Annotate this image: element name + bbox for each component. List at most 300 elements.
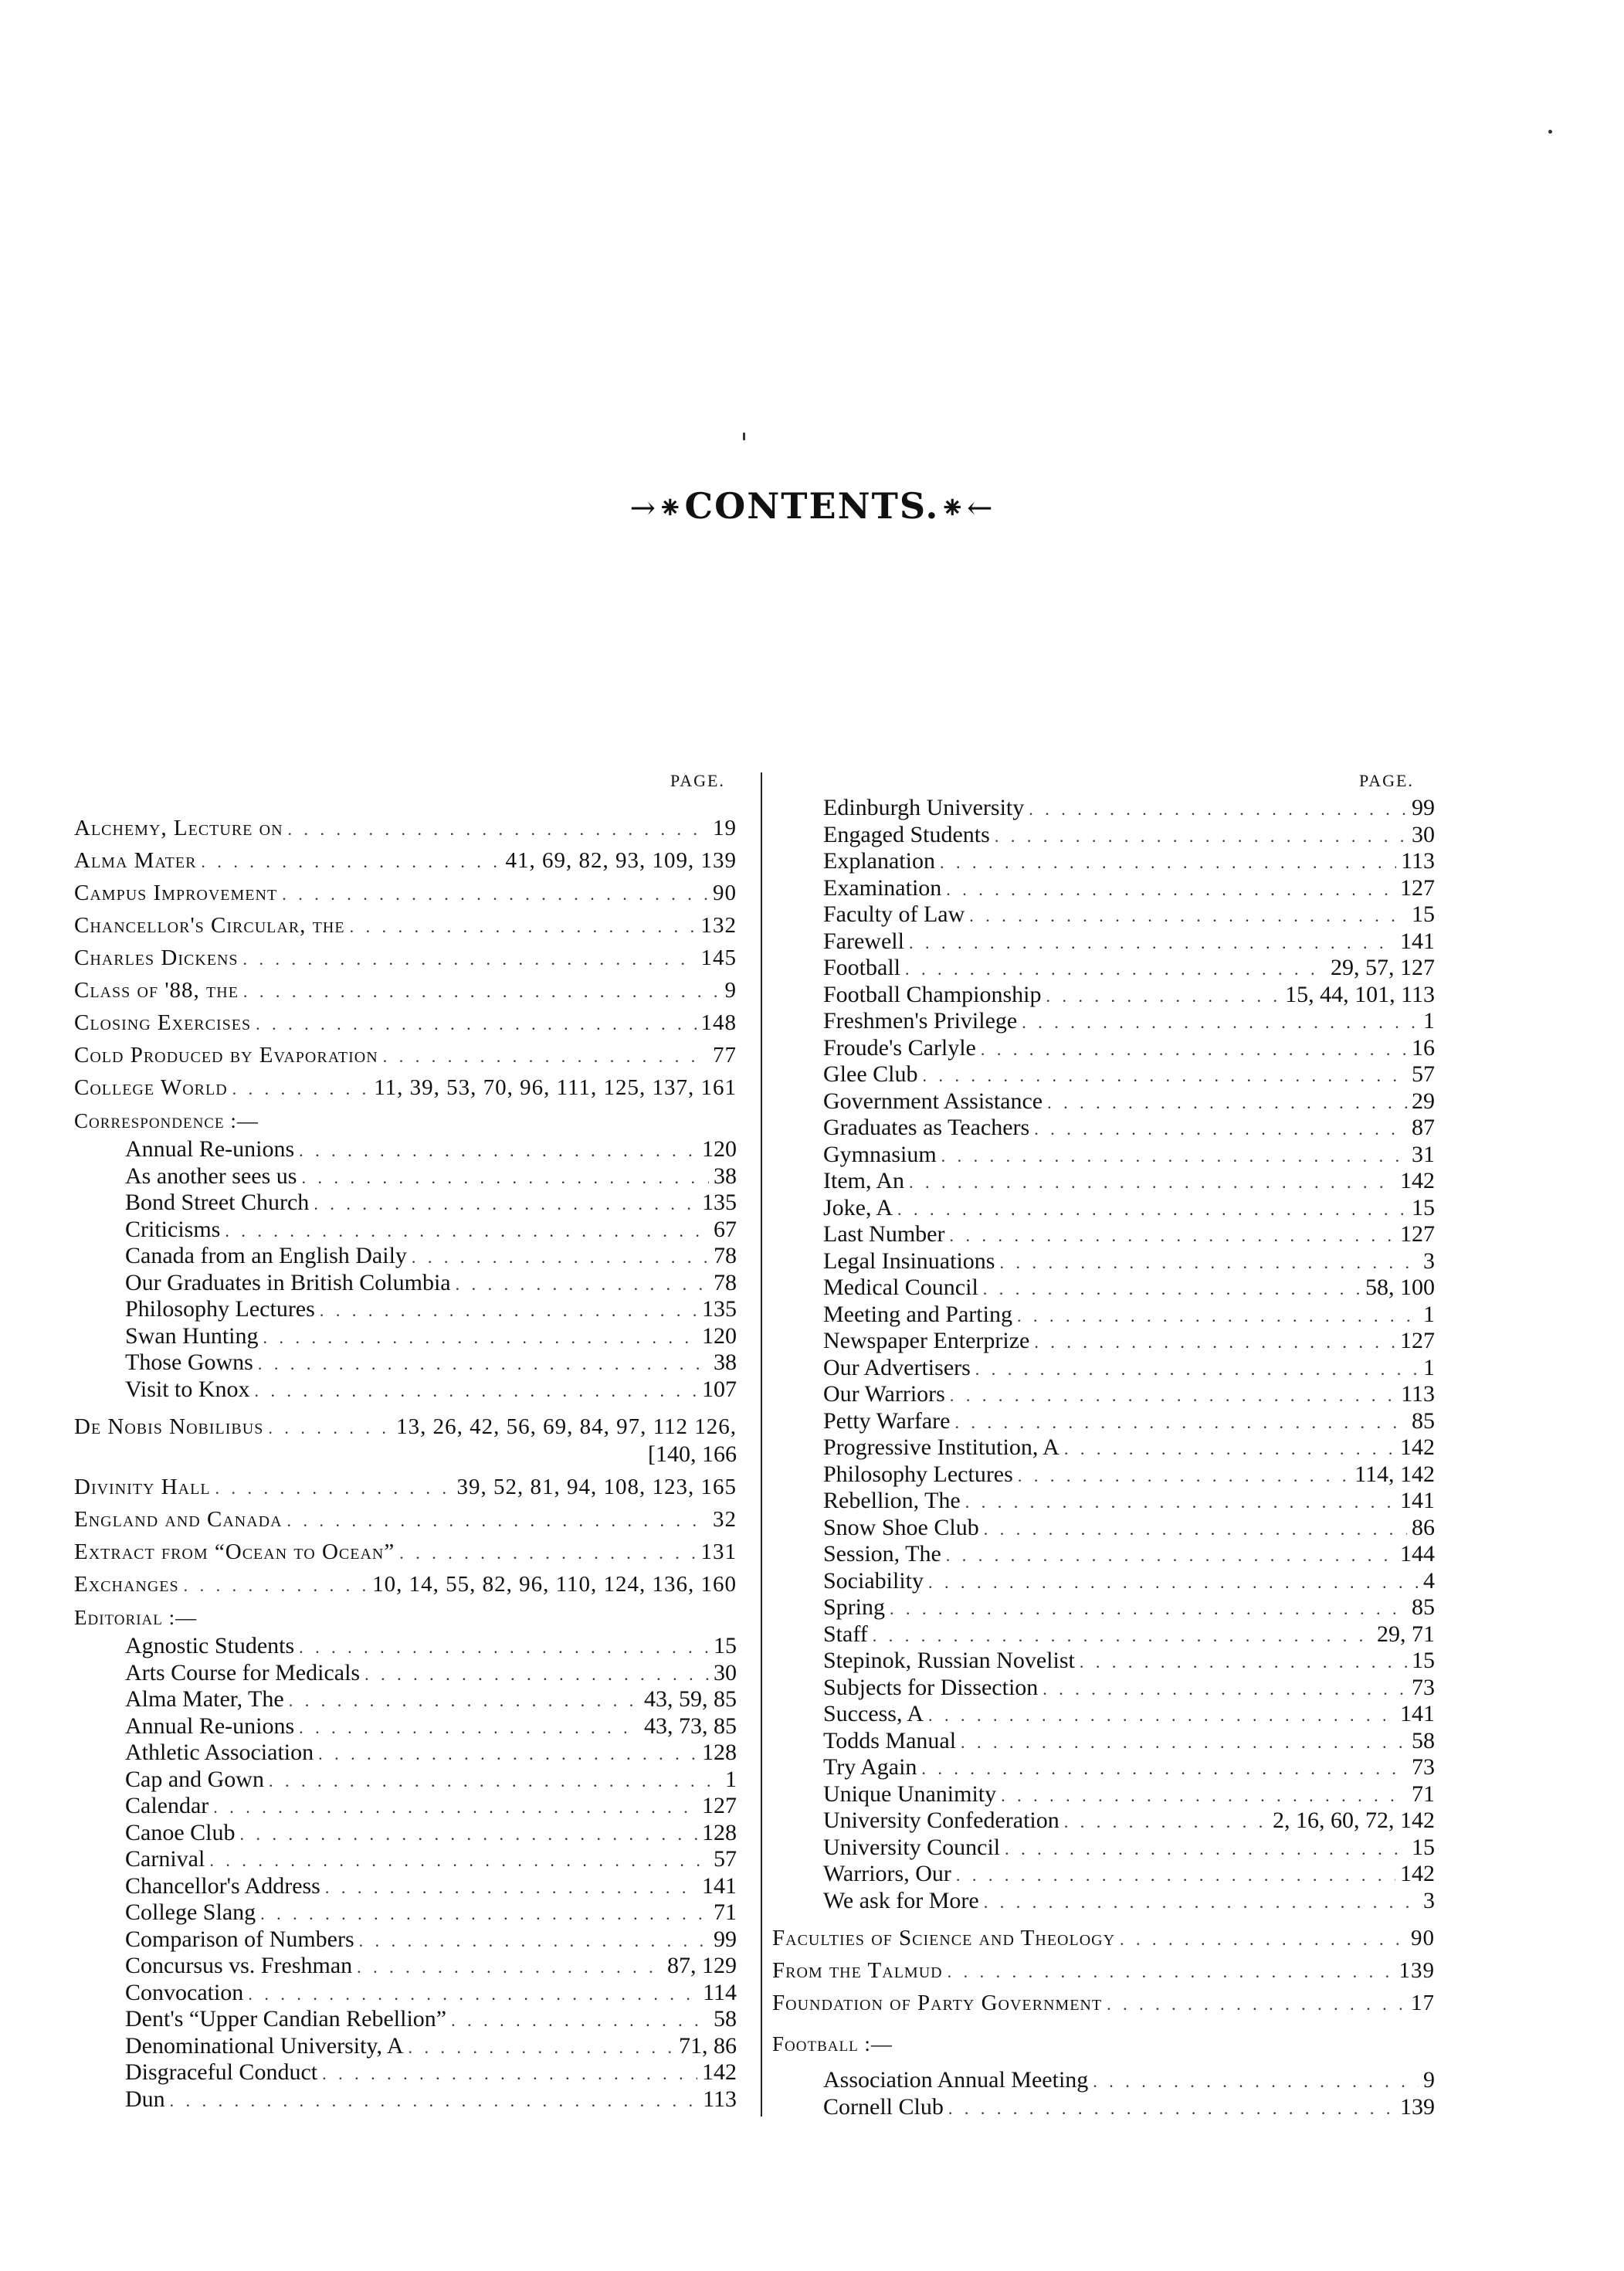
leader-dots — [948, 2096, 1395, 2122]
entry-title: Gymnasium — [823, 1141, 937, 1167]
leader-dots — [1034, 1330, 1395, 1356]
toc-entry — [74, 1767, 737, 1794]
toc-entry — [772, 956, 1435, 983]
entry-pages: 85 — [1412, 1594, 1435, 1620]
leader-dots — [232, 1073, 370, 1105]
toc-entry — [74, 1954, 737, 1981]
leader-dots — [243, 943, 697, 975]
leader-dots — [946, 1543, 1395, 1569]
entry-pages: 2, 16, 60, 72, 142 — [1273, 1808, 1435, 1833]
entry-title: Calendar — [125, 1793, 209, 1818]
entry-pages: 78 — [714, 1269, 737, 1295]
entry-pages: 99 — [1412, 795, 1435, 820]
toc-entry — [772, 1196, 1435, 1223]
entry-pages: 15, 44, 101, 113 — [1285, 981, 1435, 1007]
contents-title: CONTENTS. — [684, 485, 940, 527]
entry-title: Those Gowns — [125, 1349, 253, 1375]
entry-title: Subjects for Dissection — [823, 1674, 1039, 1700]
leader-dots — [215, 1472, 453, 1504]
continuation-line: [140, 166 — [648, 1441, 737, 1467]
toc-entry — [74, 910, 737, 942]
entry-title: College World — [74, 1075, 228, 1100]
toc-entry — [772, 796, 1435, 823]
entry-title: Snow Shoe Club — [823, 1514, 979, 1540]
leader-dots — [949, 1224, 1395, 1249]
toc-entry — [772, 1755, 1435, 1782]
leader-dots — [263, 1326, 698, 1351]
toc-entry — [74, 845, 737, 878]
entry-pages: 131 — [700, 1539, 737, 1564]
leader-dots — [248, 1982, 698, 2008]
entry-title: Farewell — [823, 928, 904, 954]
entry-title: Rebellion, The — [823, 1488, 961, 1513]
entry-title: Our Advertisers — [823, 1354, 971, 1380]
toc-entry — [74, 1377, 737, 1404]
entry-pages: 73 — [1412, 1674, 1435, 1700]
leader-dots — [873, 1624, 1372, 1649]
entry-title: Legal Insinuations — [823, 1248, 995, 1274]
entry-title: Item, An — [823, 1168, 904, 1193]
entry-pages: 30 — [714, 1659, 737, 1685]
entry-title: From the Talmud — [772, 1958, 943, 1983]
right-page-label: PAGE. — [1359, 771, 1414, 790]
entry-title: Unique Unanimity — [823, 1780, 997, 1807]
page-speck — [1548, 130, 1552, 134]
entry-pages: 139 — [1400, 2093, 1435, 2120]
leader-dots — [282, 878, 708, 910]
toc-entry — [772, 1169, 1435, 1196]
leader-dots — [325, 1876, 697, 1901]
entry-title: Sociability — [823, 1567, 924, 1594]
leader-dots — [409, 2035, 675, 2061]
entry-pages: 71 — [714, 1899, 737, 1925]
leader-dots — [383, 1040, 708, 1072]
leader-dots — [984, 1517, 1407, 1543]
editorial-continued-entries — [772, 796, 1435, 1915]
entry-pages: 141 — [1400, 1488, 1435, 1513]
toc-entry — [772, 1622, 1435, 1649]
entry-pages: 43, 73, 85 — [644, 1713, 737, 1739]
entry-pages: 142 — [1400, 1168, 1435, 1193]
entry-title: Canoe Club — [125, 1819, 236, 1845]
leader-dots — [170, 2089, 698, 2114]
toc-entry — [74, 1634, 737, 1661]
entry-title: Athletic Association — [125, 1740, 314, 1765]
entry-pages: 11, 39, 53, 70, 96, 111, 125, 137, 161 — [374, 1075, 737, 1100]
entry-pages: 141 — [702, 1872, 737, 1899]
toc-entry — [772, 1089, 1435, 1116]
entry-pages: 15 — [1412, 1194, 1435, 1220]
entry-title: Annual Re-unions — [125, 1713, 295, 1739]
leader-dots — [1120, 1923, 1406, 1955]
entry-pages: 135 — [702, 1296, 737, 1322]
leader-dots — [258, 1352, 709, 1377]
entry-pages: 148 — [700, 1010, 737, 1035]
entry-pages: 113 — [1401, 1381, 1435, 1407]
leader-dots — [314, 1192, 697, 1217]
leader-dots — [1029, 797, 1407, 823]
toc-entry — [74, 1504, 737, 1536]
entry-pages: 4 — [1423, 1567, 1435, 1594]
entry-title: Convocation — [125, 1979, 244, 2005]
toc-entry — [74, 1472, 737, 1504]
entry-pages: 58 — [1412, 1727, 1435, 1753]
leader-dots — [268, 1412, 392, 1444]
toc-entry — [74, 1297, 737, 1324]
entry-title: Last Number — [823, 1221, 945, 1247]
toc-entry — [772, 1648, 1435, 1675]
leader-dots — [359, 1929, 709, 1954]
entry-pages: 135 — [702, 1190, 737, 1215]
entry-title: Philosophy Lectures — [125, 1296, 315, 1322]
entry-pages: 87 — [1412, 1115, 1435, 1140]
leader-dots — [897, 1197, 1407, 1223]
entry-title: Class of '88, the — [74, 978, 239, 1003]
football-entries — [772, 2068, 1435, 2121]
toc-entry — [74, 2087, 737, 2114]
entry-title: Extract from “Ocean to Ocean” — [74, 1539, 395, 1564]
entry-title: Staff — [823, 1621, 868, 1647]
entry-pages: 58 — [714, 2006, 737, 2032]
entry-pages: 71, 86 — [679, 2032, 737, 2059]
entry-title: Bond Street Church — [125, 1190, 310, 1215]
toc-entry — [772, 1808, 1435, 1835]
entry-title: Dent's “Upper Candian Rebellion” — [125, 2006, 447, 2032]
toc-entry — [772, 1409, 1435, 1436]
toc-entry — [74, 1740, 737, 1767]
leader-dots — [256, 1008, 696, 1040]
toc-entry — [74, 1714, 737, 1741]
leader-dots — [1043, 1677, 1407, 1702]
entry-title: Association Annual Meeting — [823, 2067, 1089, 2093]
entry-title: Swan Hunting — [125, 1322, 259, 1349]
leader-dots — [1005, 1837, 1407, 1862]
entry-title: We ask for More — [823, 1887, 979, 1913]
leader-dots — [357, 1955, 663, 1981]
entry-title: Cap and Gown — [125, 1766, 264, 1792]
entry-title: Closing Exercises — [74, 1010, 252, 1035]
entry-pages: 73 — [1412, 1754, 1435, 1780]
left-mid-entries — [74, 1411, 737, 1444]
entry-pages: 86 — [1412, 1514, 1435, 1540]
toc-entry — [772, 823, 1435, 850]
entry-pages: 43, 59, 85 — [644, 1686, 737, 1712]
leader-dots — [201, 846, 500, 878]
toc-entry — [772, 849, 1435, 876]
entry-pages: 15 — [1412, 1648, 1435, 1673]
toc-entry — [772, 1595, 1435, 1622]
entry-title: Foundation of Party Government — [772, 1991, 1103, 2015]
entry-pages: 15 — [1412, 901, 1435, 927]
entry-pages: 58, 100 — [1365, 1275, 1435, 1300]
leader-dots — [1022, 1010, 1419, 1036]
toc-entry — [772, 1489, 1435, 1516]
toc-entry — [74, 975, 737, 1007]
entry-pages: 127 — [1400, 874, 1435, 901]
toc-entry — [772, 1988, 1435, 2020]
leader-dots — [909, 1170, 1395, 1196]
entry-title: Carnival — [125, 1846, 205, 1872]
toc-entry — [74, 2007, 737, 2034]
toc-entry — [772, 2068, 1435, 2095]
entry-pages: 144 — [1400, 1541, 1435, 1567]
toc-entry — [772, 929, 1435, 956]
leader-dots — [975, 1357, 1419, 1383]
leader-dots — [412, 1245, 709, 1271]
toc-entry — [74, 1164, 737, 1191]
toc-entry — [772, 1142, 1435, 1169]
entry-title: Session, The — [823, 1541, 941, 1567]
leader-dots — [240, 1822, 698, 1848]
entry-pages: 87, 129 — [667, 1953, 737, 1978]
entry-pages: 142 — [702, 2059, 737, 2085]
entry-title: Divinity Hall — [74, 1475, 211, 1499]
entry-pages: 1 — [1423, 1354, 1435, 1380]
entry-pages: 1 — [725, 1766, 737, 1792]
leader-dots — [940, 850, 1396, 876]
toc-entry — [772, 876, 1435, 903]
entry-title: Alchemy, Lecture on — [74, 816, 283, 840]
toc-entry — [74, 1981, 737, 2008]
entry-title: Canada from an English Daily — [125, 1243, 407, 1268]
right-top-entries — [772, 1923, 1435, 2020]
toc-entry — [74, 1350, 737, 1377]
entry-pages: 29 — [1412, 1088, 1435, 1114]
entry-title: Visit to Knox — [125, 1376, 250, 1402]
entry-pages: 120 — [702, 1136, 737, 1162]
leader-dots — [243, 976, 720, 1007]
leader-dots — [995, 824, 1407, 850]
leader-dots — [299, 1139, 697, 1164]
entry-pages: 9 — [724, 978, 737, 1003]
toc-entry — [772, 1275, 1435, 1302]
leader-dots — [225, 1219, 709, 1244]
entry-pages: 39, 52, 81, 94, 108, 123, 165 — [456, 1475, 737, 1499]
entry-pages: 30 — [1412, 821, 1435, 847]
leader-dots — [289, 1689, 639, 1714]
leader-dots — [1018, 1464, 1350, 1489]
entry-title: Cornell Club — [823, 2093, 944, 2120]
entry-title: Joke, A — [823, 1194, 893, 1220]
toc-entry — [772, 1923, 1435, 1955]
entry-title: University Council — [823, 1834, 1001, 1860]
entry-title: College Slang — [125, 1899, 256, 1925]
leader-dots — [1093, 2069, 1419, 2095]
toc-entry — [74, 1661, 737, 1688]
leader-dots — [984, 1890, 1419, 1916]
leader-dots — [909, 931, 1395, 956]
leader-dots — [269, 1769, 720, 1794]
left-top-entries — [74, 813, 737, 1105]
leader-dots — [364, 1662, 709, 1688]
toc-entry — [74, 1190, 737, 1217]
entry-title: Denominational University, A — [125, 2032, 404, 2059]
leader-dots — [456, 1272, 709, 1298]
entry-title: Froude's Carlyle — [823, 1034, 976, 1061]
entry-pages: 29, 57, 127 — [1331, 955, 1435, 980]
entry-pages: 107 — [702, 1376, 737, 1402]
leader-dots — [950, 1383, 1396, 1409]
entry-title: Philosophy Lectures — [823, 1461, 1013, 1487]
leader-dots — [320, 1298, 697, 1324]
entry-pages: 17 — [1411, 1991, 1435, 2015]
toc-entry — [74, 1411, 737, 1444]
toc-entry — [74, 1536, 737, 1569]
entry-title: Try Again — [823, 1754, 917, 1780]
entry-title: Glee Club — [823, 1061, 918, 1087]
entry-pages: 29, 71 — [1377, 1621, 1435, 1647]
entry-title: Exchanges — [74, 1572, 179, 1597]
editorial-label: Editorial :— — [74, 1606, 198, 1629]
toc-entry — [74, 1794, 737, 1821]
toc-entry — [74, 2034, 737, 2061]
entry-pages: 127 — [702, 1793, 737, 1818]
toc-entry — [74, 1927, 737, 1954]
leader-dots — [961, 1730, 1407, 1756]
toc-entry — [772, 1542, 1435, 1569]
entry-pages: 127 — [1400, 1221, 1435, 1247]
entry-title: Graduates as Teachers — [823, 1115, 1030, 1140]
toc-entry — [772, 1782, 1435, 1809]
leader-dots — [981, 1037, 1407, 1063]
left-column — [74, 813, 737, 2113]
leader-dots — [1064, 1437, 1395, 1462]
leader-dots — [1107, 1988, 1406, 2020]
entry-pages: 90 — [713, 881, 737, 905]
entry-title: Disgraceful Conduct — [125, 2059, 318, 2085]
entry-pages: 128 — [702, 1819, 737, 1845]
left-ornament: →⁕ — [629, 491, 685, 526]
leader-dots — [1064, 1810, 1268, 1835]
toc-entry — [74, 813, 737, 845]
entry-pages: 3 — [1423, 1887, 1435, 1913]
leader-dots — [928, 1570, 1419, 1596]
entry-title: Medical Council — [823, 1275, 978, 1300]
entry-pages: 38 — [714, 1163, 737, 1189]
entry-title: Faculty of Law — [823, 901, 965, 927]
leader-dots — [905, 957, 1326, 983]
football-label: Football :— — [772, 2032, 893, 2055]
toc-entry — [772, 1249, 1435, 1276]
correspondence-label: Correspondence :— — [74, 1109, 259, 1132]
leader-dots — [287, 1505, 708, 1536]
entry-title: Alma Mater — [74, 848, 197, 873]
entry-title: Arts Course for Medicals — [125, 1659, 361, 1685]
entry-pages: 31 — [1412, 1141, 1435, 1167]
toc-entry — [772, 1435, 1435, 1462]
entry-pages: 41, 69, 82, 93, 109, 139 — [505, 848, 737, 873]
leader-dots — [890, 1597, 1407, 1622]
leader-dots — [299, 1635, 709, 1661]
entry-title: Stepinok, Russian Novelist — [823, 1648, 1075, 1673]
entry-pages: 99 — [714, 1926, 737, 1952]
toc-entry — [74, 942, 737, 975]
leader-dots — [1080, 1650, 1407, 1675]
left-page-label: PAGE. — [670, 771, 725, 790]
entry-pages: 142 — [1400, 1434, 1435, 1460]
entry-pages: 57 — [714, 1846, 737, 1872]
entry-title: Comparison of Numbers — [125, 1926, 354, 1952]
toc-entry — [74, 1324, 737, 1351]
entry-title: Charles Dickens — [74, 945, 239, 970]
leader-dots — [954, 1410, 1407, 1436]
entry-title: Government Assistance — [823, 1088, 1043, 1114]
toc-entry — [772, 1356, 1435, 1383]
toc-entry — [772, 1329, 1435, 1356]
entry-title: Todds Manual — [823, 1727, 957, 1753]
toc-entry — [74, 1687, 737, 1714]
toc-entry — [74, 1040, 737, 1072]
toc-entry — [772, 1702, 1435, 1729]
leader-dots — [956, 1863, 1395, 1889]
toc-entry — [772, 1302, 1435, 1329]
toc-entry — [74, 1900, 737, 1927]
toc-entry — [772, 1462, 1435, 1489]
toc-entry — [772, 1036, 1435, 1063]
leader-dots — [184, 1570, 368, 1601]
entry-title: Newspaper Enterprize — [823, 1328, 1030, 1353]
leader-dots — [983, 1277, 1361, 1302]
entry-pages: 113 — [1401, 848, 1435, 874]
leader-dots — [451, 2008, 709, 2034]
leader-dots — [1001, 1784, 1407, 1809]
entry-title: Football — [823, 955, 901, 980]
entry-pages: 142 — [1400, 1861, 1435, 1886]
entry-pages: 13, 26, 42, 56, 69, 84, 97, 112 126, — [396, 1414, 737, 1439]
entry-title: England and Canada — [74, 1507, 283, 1532]
entry-pages: 141 — [1400, 928, 1435, 954]
entry-pages: 90 — [1411, 1926, 1435, 1950]
entry-pages: 128 — [702, 1740, 737, 1765]
leader-dots — [928, 1703, 1395, 1729]
entry-pages: 132 — [700, 913, 737, 938]
toc-entry — [772, 1569, 1435, 1596]
toc-entry — [772, 1675, 1435, 1702]
leader-dots — [318, 1742, 697, 1767]
column-divider — [761, 772, 762, 2117]
entry-title: De Nobis Nobilibus — [74, 1414, 264, 1439]
entry-title: Cold Produced by Evaporation — [74, 1043, 378, 1068]
leader-dots — [948, 1956, 1395, 1988]
toc-entry — [74, 1217, 737, 1244]
entry-title: Edinburgh University — [823, 795, 1025, 820]
toc-entry — [74, 878, 737, 910]
leader-dots — [1017, 1304, 1419, 1329]
leader-dots — [921, 1757, 1407, 1782]
entry-title: Alma Mater, The — [125, 1686, 284, 1712]
toc-entry — [772, 1115, 1435, 1142]
leader-dots — [299, 1716, 639, 1741]
leader-dots — [350, 911, 697, 942]
toc-entry — [772, 1062, 1435, 1089]
entry-pages: 38 — [714, 1349, 737, 1375]
entry-pages: 77 — [713, 1043, 737, 1068]
toc-entry — [772, 1889, 1435, 1916]
toc-entry — [772, 1835, 1435, 1862]
toc-entry — [74, 1244, 737, 1271]
entry-pages: 1 — [1423, 1008, 1435, 1034]
entry-pages: 78 — [714, 1243, 737, 1268]
toc-entry — [772, 2095, 1435, 2122]
toc-entry — [74, 1137, 737, 1164]
toc-entry — [74, 1821, 737, 1848]
leader-dots — [213, 1795, 697, 1821]
leader-dots — [260, 1902, 709, 1927]
leader-dots — [301, 1166, 709, 1191]
toc-entry — [772, 1862, 1435, 1889]
entry-title: Agnostic Students — [125, 1633, 295, 1658]
toc-entry — [772, 983, 1435, 1010]
